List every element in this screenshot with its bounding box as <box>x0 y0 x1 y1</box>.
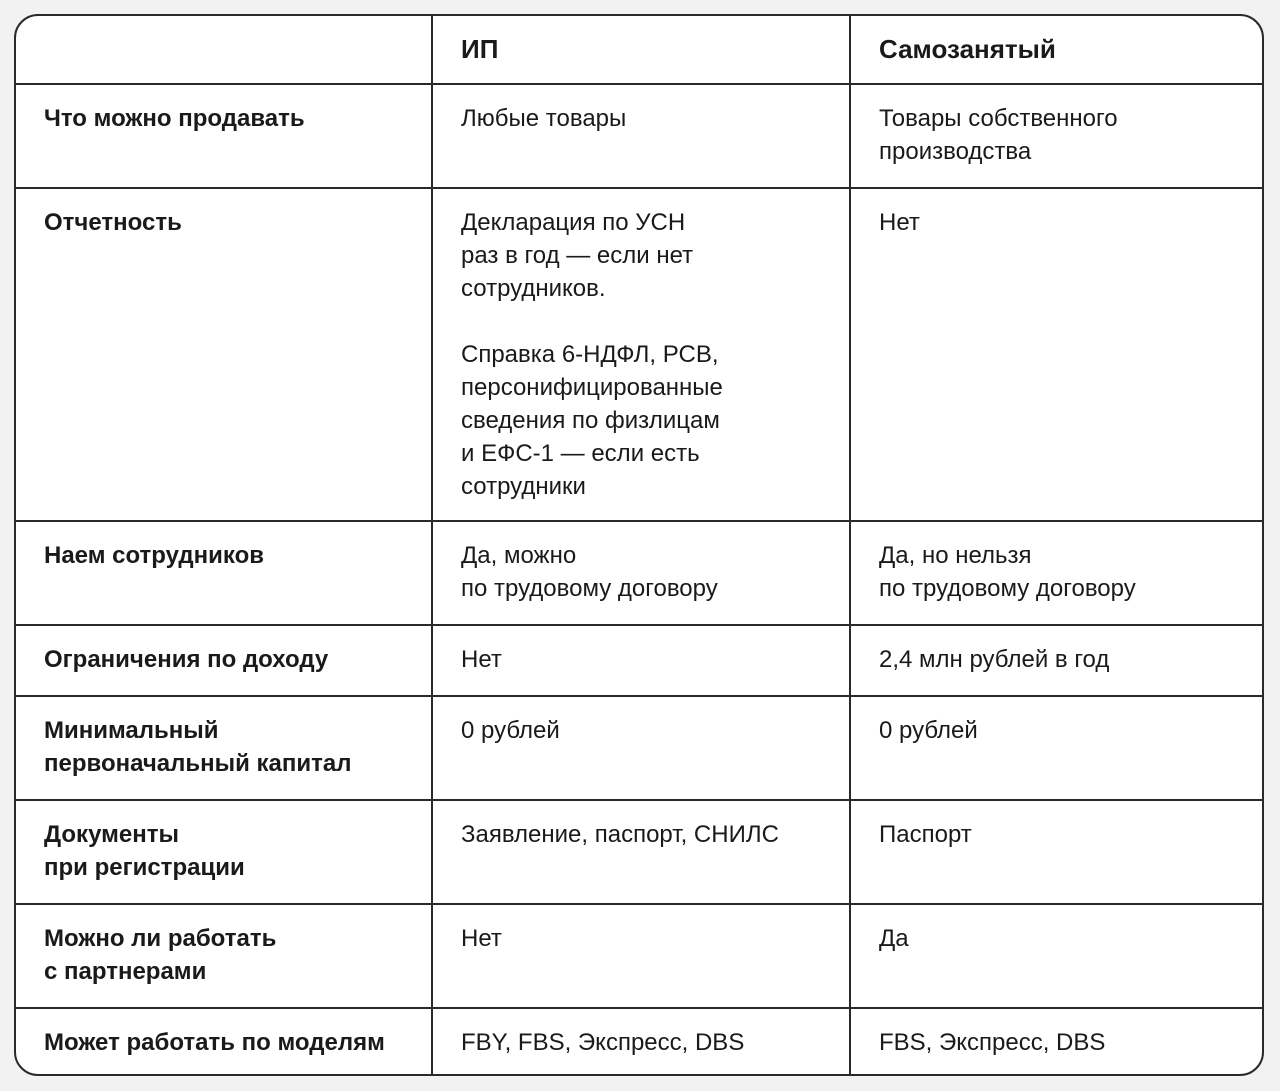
row-label: Документы при регистрации <box>16 800 432 904</box>
table-row <box>16 521 1262 625</box>
table-row <box>16 1008 1262 1074</box>
cell-ip: Заявление, паспорт, СНИЛС <box>432 800 850 904</box>
cell-self-employed: Да <box>850 904 1262 1008</box>
table-row <box>16 625 1262 696</box>
table-row <box>16 800 1262 904</box>
row-label: Может работать по моделям <box>16 1008 432 1074</box>
row-label: Можно ли работать с партнерами <box>16 904 432 1008</box>
cell-self-employed: Товары собственного производства <box>850 84 1262 188</box>
cell-self-employed: Да, но нельзя по трудовому договору <box>850 521 1262 625</box>
cell-ip: Нет <box>432 625 850 696</box>
row-label: Наем сотрудников <box>16 521 432 625</box>
cell-self-employed: Паспорт <box>850 800 1262 904</box>
comparison-table-card <box>14 14 1264 1076</box>
comparison-table <box>16 16 1262 1074</box>
cell-ip: Декларация по УСН раз в год — если нет сотрудников. Справка 6-НДФЛ, РСВ, персонифицированные сведения по физлицам и ЕФС-1 — если есть сотрудники <box>432 188 850 521</box>
cell-ip: FBY, FBS, Экспресс, DBS <box>432 1008 850 1074</box>
row-label: Ограничения по доходу <box>16 625 432 696</box>
cell-ip: Нет <box>432 904 850 1008</box>
cell-self-employed: 2,4 млн рублей в год <box>850 625 1262 696</box>
row-label: Минимальный первоначальный капитал <box>16 696 432 800</box>
row-label: Что можно продавать <box>16 84 432 188</box>
table-row <box>16 904 1262 1008</box>
header-ip: ИП <box>432 16 850 84</box>
cell-ip: 0 рублей <box>432 696 850 800</box>
cell-ip: Да, можно по трудовому договору <box>432 521 850 625</box>
cell-ip: Любые товары <box>432 84 850 188</box>
row-label: Отчетность <box>16 188 432 521</box>
cell-self-employed: Нет <box>850 188 1262 521</box>
table-row <box>16 188 1262 521</box>
header-empty-cell <box>16 16 432 84</box>
cell-self-employed: FBS, Экспресс, DBS <box>879 1029 1106 1056</box>
header-self-employed: Самозанятый <box>850 16 1262 84</box>
cell-self-employed: 0 рублей <box>850 696 1262 800</box>
table-row <box>16 696 1262 800</box>
table-row <box>16 84 1262 188</box>
table-header-row <box>16 16 1262 84</box>
